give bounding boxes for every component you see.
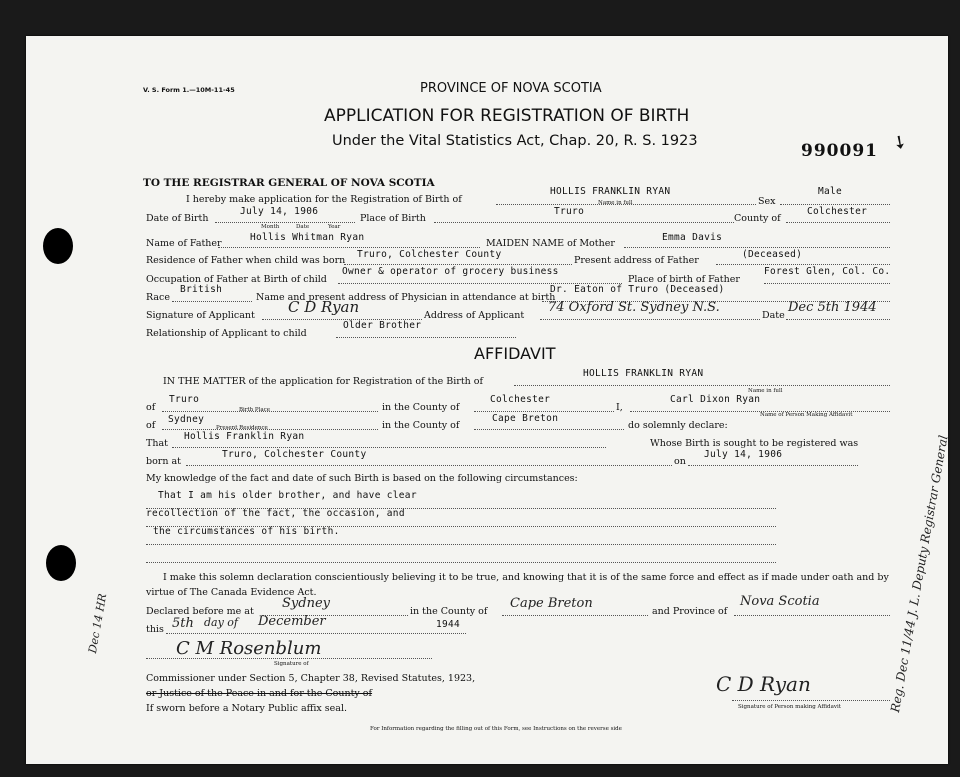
birth-place-label: Place of Birth [360, 213, 426, 224]
knowledge-label: My knowledge of the fact and date of such Birth is based on the following circumstances: [146, 473, 578, 484]
solemnly-declare-label: do solemnly declare: [628, 420, 728, 431]
punch-hole [46, 545, 76, 581]
name-in-full-caption: Name in full [748, 388, 783, 394]
father-name-label: Name of Father [146, 238, 222, 249]
county-label: County of [734, 213, 781, 224]
father-occupation-label: Occupation of Father at Birth of child [146, 274, 327, 285]
race-value: British [180, 284, 223, 295]
deponent-signature-caption: Signature of Person making Affidavit [738, 704, 841, 710]
footer-note: For Information regarding the filling out of this Form, see Instructions on the reverse side [370, 726, 622, 732]
birth-registration-form [26, 36, 951, 764]
applicant-address-label: Address of Applicant [424, 310, 525, 321]
declared-province-label: and Province of [652, 606, 728, 617]
father-occupation-value: Owner & operator of grocery business [342, 266, 559, 277]
affidavit-birth-place: Truro [169, 394, 200, 405]
application-date-label: Date [762, 310, 785, 321]
affidavit-county1: Colchester [490, 394, 551, 405]
residence-caption: Present Residence [216, 425, 268, 431]
in-county-label: in the County of [382, 402, 460, 413]
affidavit-residence: Sydney [168, 414, 205, 425]
that-label: That [146, 438, 168, 449]
form-title: APPLICATION FOR REGISTRATION OF BIRTH [324, 106, 690, 126]
mother-maiden-value: Emma Davis [662, 232, 723, 243]
father-present-label: Present address of Father [574, 255, 699, 266]
physician-label: Name and present address of Physician in attendance at birth [256, 292, 556, 303]
circumstance-line-2: recollection of the fact, the occasion, and [146, 508, 405, 519]
applicant-signature-label: Signature of Applicant [146, 310, 255, 321]
in-matter-label: IN THE MATTER of the application for Registration of the Birth of [163, 376, 484, 387]
month-caption: Month [261, 224, 280, 230]
pen-mark-icon: ➘ [887, 129, 912, 156]
on-label: on [674, 456, 686, 467]
race-label: Race [146, 292, 170, 303]
application-date-value: Dec 5th 1944 [788, 300, 877, 315]
justice-text: or Justice of the Peace in and for the County of [146, 688, 373, 699]
addressee: TO THE REGISTRAR GENERAL OF NOVA SCOTIA [143, 177, 435, 189]
declared-county: Cape Breton [510, 596, 593, 611]
commissioner-text: Commissioner under Section 5, Chapter 38, Revised Statutes, 1923, [146, 673, 476, 684]
day-of-text: day of [204, 616, 239, 629]
commissioner-signature: C M Rosenblum [176, 638, 322, 659]
declared-year: 1944 [436, 619, 461, 630]
applicant-address-value: 74 Oxford St. Sydney N.S. [548, 300, 720, 315]
physician-value: Dr. Eaton of Truro (Deceased) [550, 284, 725, 295]
birth-date-label: Date of Birth [146, 213, 209, 224]
father-present-value: (Deceased) [742, 249, 803, 260]
child-name-value: HOLLIS FRANKLIN RYAN [550, 186, 671, 197]
maiden-name-label: MAIDEN NAME of Mother [486, 238, 615, 249]
declaration-text-2: virtue of The Canada Evidence Act. [146, 587, 317, 598]
year-caption: Year [328, 224, 341, 230]
birth-place-value: Truro [554, 206, 585, 217]
affidavit-child-name2: Hollis Franklin Ryan [184, 431, 305, 442]
whose-birth-label: Whose Birth is sought to be registered was [650, 438, 859, 449]
of-label: of [146, 402, 156, 413]
i-label: I, [616, 402, 623, 413]
of-label: of [146, 420, 156, 431]
form-subtitle: Under the Vital Statistics Act, Chap. 20, R. S. 1923 [332, 133, 698, 149]
sex-value: Male [818, 186, 843, 197]
name-in-full-caption: Name in full [598, 200, 633, 206]
born-at-label: born at [146, 456, 181, 467]
birth-date-value: July 14, 1906 [240, 206, 319, 217]
deponent-signature: C D Ryan [716, 672, 811, 696]
affidavit-child-name: HOLLIS FRANKLIN RYAN [583, 368, 704, 379]
father-residence-value: Truro, Colchester County [357, 249, 502, 260]
father-birthplace-label: Place of birth of Father [628, 274, 740, 285]
declared-province: Nova Scotia [740, 594, 820, 609]
this-label: this [146, 624, 164, 635]
father-name-value: Hollis Whitman Ryan [250, 232, 365, 243]
left-margin-note: Dec 14 HR [86, 592, 110, 655]
affidavit-heading: AFFIDAVIT [474, 344, 556, 363]
date-caption: Date [296, 224, 310, 230]
declared-county-label: in the County of [410, 606, 488, 617]
birth-place-caption: Birth Place [239, 407, 271, 413]
declared-month: December [258, 614, 326, 629]
affidavit-born-date: July 14, 1906 [704, 449, 783, 460]
father-residence-label: Residence of Father when child was born [146, 255, 346, 266]
signature-of-caption: Signature of [274, 661, 309, 667]
in-county-label: in the County of [382, 420, 460, 431]
deponent-name: Carl Dixon Ryan [670, 394, 761, 405]
relationship-value: Older Brother [343, 320, 422, 331]
notary-text: If sworn before a Notary Public affix seal. [146, 703, 347, 714]
form-number: 990091 [801, 141, 878, 161]
intro-label: I hereby make application for the Registration of Birth of [186, 194, 462, 205]
affidavit-born-place: Truro, Colchester County [222, 449, 367, 460]
affidavit-county2: Cape Breton [492, 413, 559, 424]
circumstance-line-3: the circumstances of his birth. [153, 526, 340, 537]
form-code: V. S. Form 1.—10M-11-45 [143, 86, 235, 94]
declaration-text: I make this solemn declaration conscientiously believing it to be true, and knowing that it is of the same force and effect as if made under oath and by [163, 572, 889, 583]
declared-label: Declared before me at [146, 606, 254, 617]
declared-day: 5th [172, 616, 194, 631]
father-birthplace-value: Forest Glen, Col. Co. [764, 266, 891, 277]
circumstance-line-1: That I am his older brother, and have clear [158, 490, 417, 501]
relationship-label: Relationship of Applicant to child [146, 328, 307, 339]
declared-place: Sydney [282, 596, 330, 611]
county-value: Colchester [807, 206, 868, 217]
punch-hole [43, 228, 73, 264]
deponent-caption: Name of Person Making Affidavit [760, 412, 853, 418]
right-margin-note: Reg. Dec 11/44 J. L. Deputy Registrar General [888, 434, 951, 714]
sex-label: Sex [758, 196, 776, 207]
applicant-signature-value: C D Ryan [288, 298, 360, 316]
province-heading: PROVINCE OF NOVA SCOTIA [420, 81, 602, 96]
